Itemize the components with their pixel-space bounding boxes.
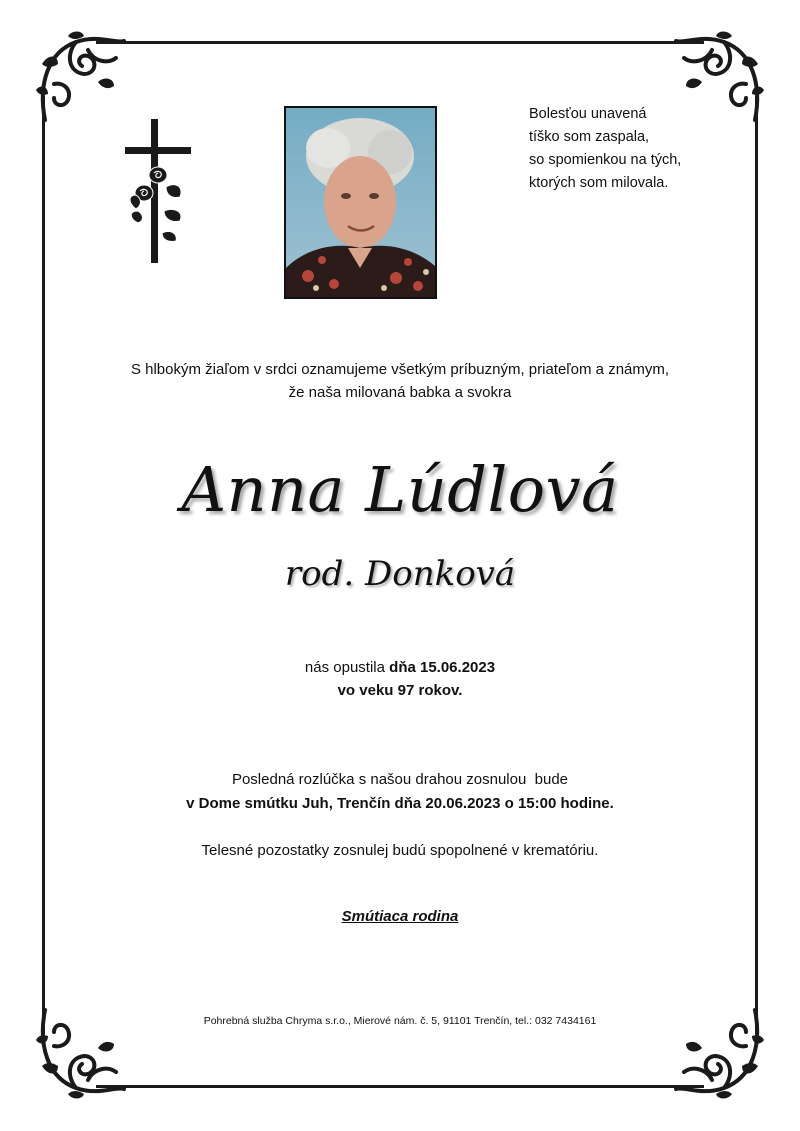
deceased-name: Anna Lúdlová [181,453,619,526]
death-age: vo veku 97 rokov. [337,682,463,699]
funeral-line-2: v Dome smútku Juh, Trenčín dňa 20.06.2023 o 15:00 hodine. [186,795,614,812]
frame-bottom-border [96,1085,704,1088]
poem-line: tíško som zaspala, [529,129,650,145]
poem [529,103,681,195]
corner-ornament-top-left [28,24,128,124]
poem-line: ktorých som milovala. [529,175,669,191]
signature [0,908,800,925]
announcement-line-1: S hlbokým žiaľom v srdci oznamujeme všetkým príbuzným, priateľom a známym, [130,361,670,378]
announcement [0,358,800,404]
corner-ornament-top-right [672,24,772,124]
funeral-info [0,768,800,816]
portrait-photo [284,106,437,299]
maiden-name: rod. Donková [284,554,516,594]
remains-note: Telesné pozostatky zosnulej budú spopolnené v krematóriu. [201,842,599,859]
cross-with-roses-icon [118,115,198,267]
signature-text: Smútiaca rodina [341,908,459,925]
frame-top-border [96,41,704,44]
funeral-line-1: Posledná rozlúčka s našou drahou zosnulou bude [231,771,569,788]
death-info [0,656,800,702]
announcement-line-2: že naša milovaná babka a svokra [288,384,512,401]
death-prefix: nás opustila [304,659,390,676]
footer-funeral-service: Pohrebná služba Chryma s.r.o., Mierové nám. č. 5, 91101 Trenčín, tel.: 032 7434161 [203,1015,597,1027]
death-date: dňa 15.06.2023 [389,659,496,676]
poem-line: so spomienkou na tých, [529,152,682,168]
poem-line: Bolesťou unavená [529,106,647,122]
